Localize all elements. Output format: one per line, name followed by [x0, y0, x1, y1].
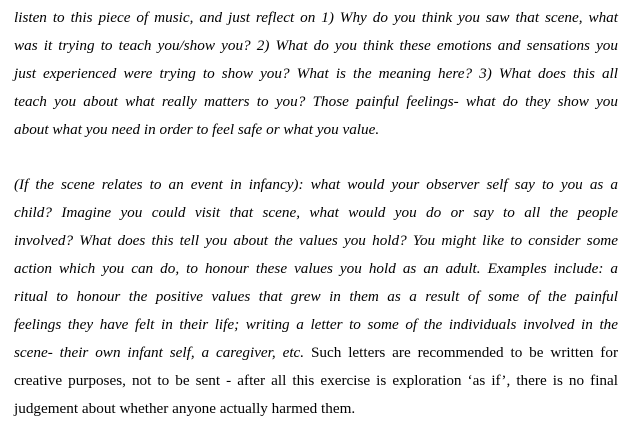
text-line: involved? What does this tell you about the values you hold? You might like to consider some	[14, 232, 618, 249]
text-line-mixed	[14, 339, 618, 367]
text-line: about what you need in order to feel safe or what you value.	[14, 121, 380, 138]
paragraph-infancy-scene	[14, 171, 618, 423]
text-line: (If the scene relates to an event in infancy): what would your observer self say to you as a	[14, 176, 618, 193]
text-roman-segment: Such letters are recommended to be written for	[304, 344, 618, 361]
text-line: was it trying to teach you/show you? 2) What do you think these emotions and sensations you	[14, 37, 618, 54]
text-line: listen to this piece of music, and just reflect on 1) Why do you think you saw that scene, what	[14, 9, 618, 26]
text-line: creative purposes, not to be sent - after all this exercise is exploration ‘as if’, there is no final	[14, 372, 618, 389]
paragraph-reflection-questions	[14, 4, 618, 144]
text-line: teach you about what really matters to you? Those painful feelings- what do they show you	[14, 93, 618, 110]
text-line: child? Imagine you could visit that scene, what would you do or say to all the people	[14, 204, 618, 221]
text-line: judgement about whether anyone actually harmed them.	[14, 400, 356, 417]
text-line: just experienced were trying to show you? What is the meaning here? 3) What does this all	[14, 65, 618, 82]
text-line: feelings they have felt in their life; writing a letter to some of the individuals involved in the	[14, 316, 618, 333]
document-page	[14, 4, 618, 423]
text-italic-segment: scene- their own infant self, a caregiver, etc.	[14, 344, 305, 361]
text-line: ritual to honour the positive values that grew in them as a result of some of the painful	[14, 288, 618, 305]
paragraph-gap	[14, 144, 618, 171]
text-line: action which you can do, to honour these values you hold as an adult. Examples include: a	[14, 260, 618, 277]
